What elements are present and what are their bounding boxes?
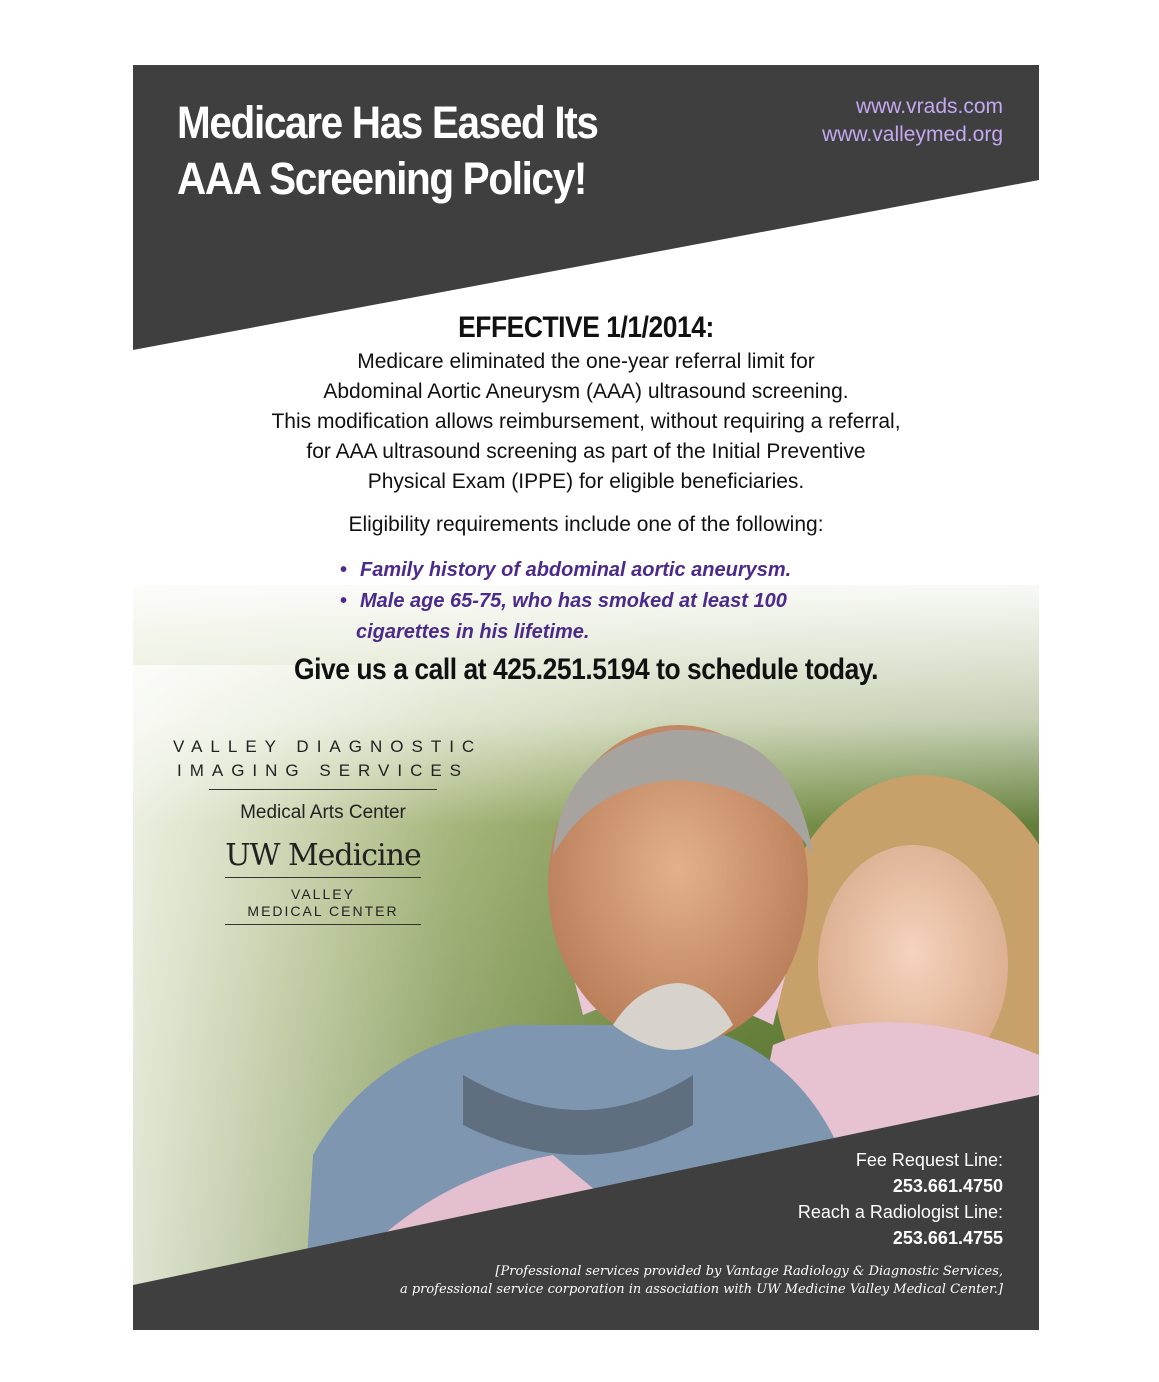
contact-block (798, 1147, 1003, 1251)
headline-line-2: AAA Screening Policy! (177, 153, 587, 204)
paragraph-line: Abdominal Aortic Aneurysm (AAA) ultrasound screening. (323, 380, 849, 403)
logo-line-medical-arts-center: Medical Arts Center (240, 802, 406, 823)
headline-line-1: Medicare Has Eased Its (177, 97, 598, 148)
paragraph-line: Physical Exam (IPPE) for eligible beneficiaries. (367, 470, 805, 493)
paragraph-line: for AAA ultrasound screening as part of the Initial Preventive (306, 440, 866, 463)
eligibility-item (340, 586, 900, 617)
bullet-icon: • (340, 559, 348, 581)
valley-logo-block (173, 737, 483, 933)
website-vrads-link[interactable]: www.vrads.com (855, 95, 1003, 118)
disclaimer (400, 1263, 1003, 1299)
fee-request-label: Fee Request Line: (855, 1150, 1003, 1170)
flyer (133, 65, 1039, 1330)
background-art (133, 65, 1039, 1330)
eligibility-item-text: Male age 65-75, who has smoked at least 100 (360, 590, 787, 612)
disclaimer-line: [Professional services provided by Vantage Radiology & Diagnostic Services, (495, 1264, 1003, 1279)
logo-divider (225, 924, 421, 925)
fee-request-number[interactable]: 253.661.4750 (892, 1176, 1003, 1196)
effective-date-heading: EFFECTIVE 1/1/2014: (458, 311, 714, 344)
call-to-action: Give us a call at 425.251.5194 to schedule today. (294, 653, 878, 686)
eligibility-item (340, 555, 900, 586)
logo-line-medical-center: MEDICAL CENTER (247, 903, 399, 919)
paragraph-line: This modification allows reimbursement, without requiring a referral, (271, 410, 901, 433)
website-valleymed-link[interactable]: www.valleymed.org (822, 123, 1003, 146)
logo-line-valley: VALLEY (291, 886, 355, 902)
headline (177, 95, 645, 207)
eligibility-list (340, 555, 900, 648)
policy-paragraph (133, 347, 1039, 497)
logo-divider (209, 789, 437, 790)
logo-line-imaging-services: IMAGING SERVICES (176, 761, 470, 780)
paragraph-line: Medicare eliminated the one-year referral limit for (357, 350, 815, 373)
eligibility-item-continuation: cigarettes in his lifetime. (356, 621, 590, 643)
logo-line-valley-diagnostic: VALLEY DIAGNOSTIC (173, 737, 483, 756)
eligibility-item-text: Family history of abdominal aortic aneurysm. (360, 559, 792, 581)
disclaimer-line: a professional service corporation in association with UW Medicine Valley Medical Center.] (399, 1282, 1003, 1297)
radiologist-label: Reach a Radiologist Line: (797, 1202, 1003, 1222)
eligibility-intro: Eligibility requirements include one of the following: (348, 513, 824, 536)
logo-divider (225, 877, 421, 878)
radiologist-number[interactable]: 253.661.4755 (892, 1228, 1003, 1248)
logo-uw-medicine: UW Medicine (225, 838, 421, 873)
bullet-icon: • (340, 590, 348, 612)
